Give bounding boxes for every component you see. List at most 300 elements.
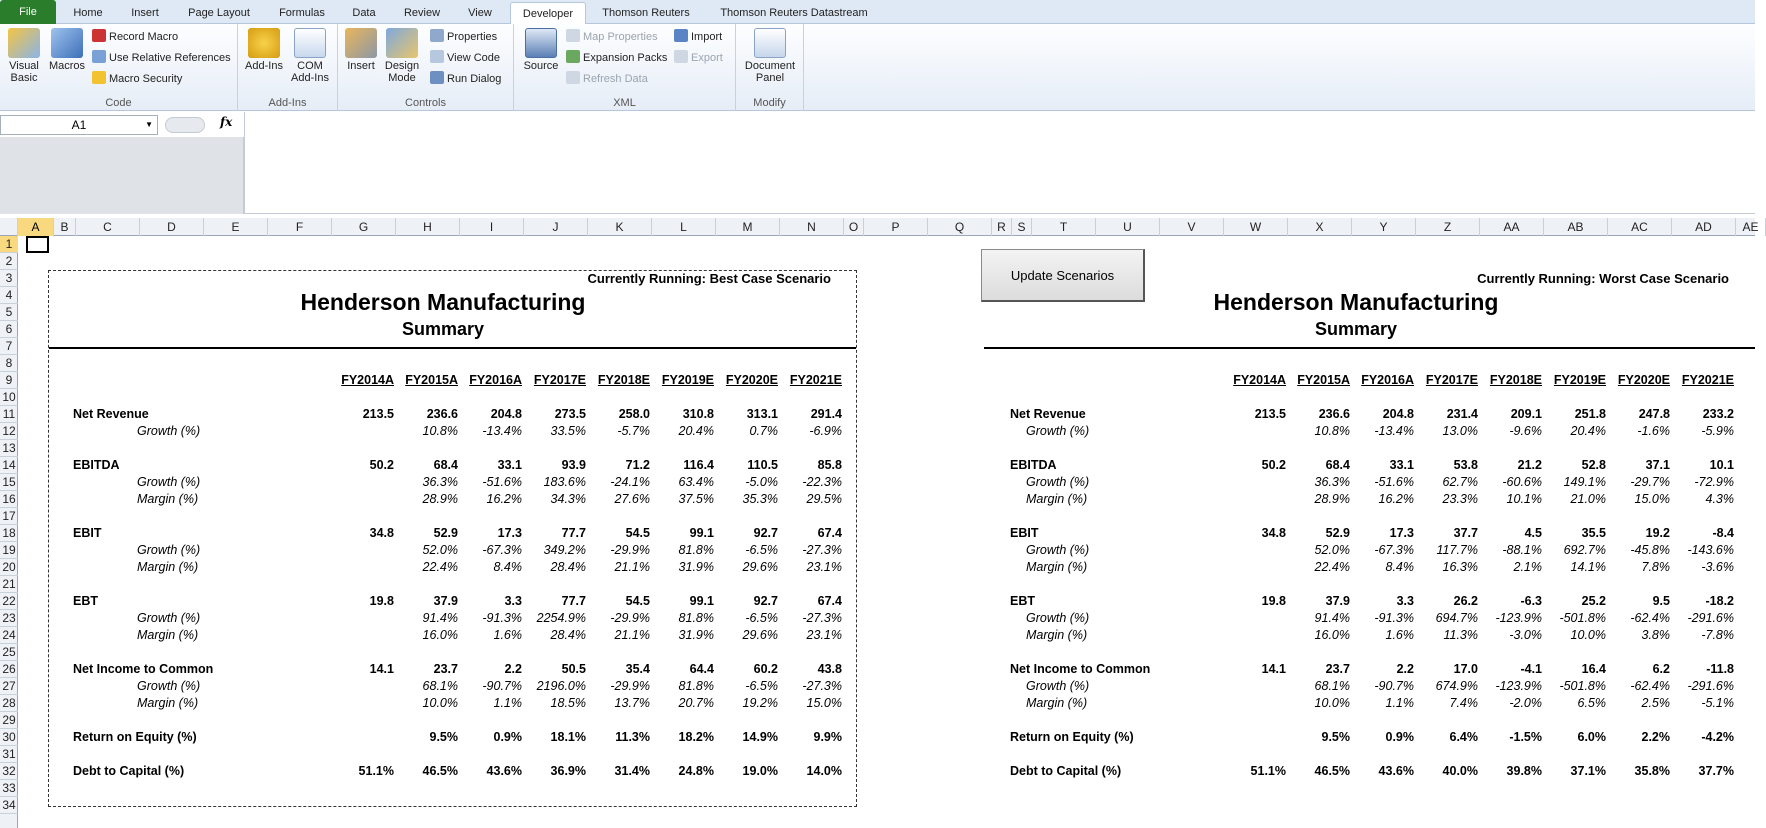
left-value-cell[interactable]: 258.0 <box>618 407 650 421</box>
right-value-cell[interactable]: -291.6% <box>1687 611 1734 625</box>
row-header[interactable]: 32 <box>0 763 18 780</box>
right-value-cell[interactable]: 21.0% <box>1570 492 1606 506</box>
column-header[interactable]: W <box>1224 218 1288 236</box>
right-value-cell[interactable]: 10.1% <box>1506 492 1542 506</box>
row-header[interactable]: 21 <box>0 576 18 593</box>
left-value-cell[interactable]: -6.5% <box>745 611 778 625</box>
left-value-cell[interactable]: 92.7 <box>753 526 778 540</box>
left-value-cell[interactable]: -5.0% <box>745 475 778 489</box>
left-value-cell[interactable]: 23.1% <box>806 560 842 574</box>
row-header[interactable]: 10 <box>0 389 18 406</box>
right-value-cell[interactable]: 233.2 <box>1702 407 1734 421</box>
left-value-cell[interactable]: 2196.0% <box>536 679 586 693</box>
tab-home[interactable]: Home <box>73 7 103 19</box>
right-value-cell[interactable]: -51.6% <box>1374 475 1414 489</box>
left-value-cell[interactable]: 93.9 <box>561 458 586 472</box>
right-value-cell[interactable]: 19.8 <box>1261 594 1286 608</box>
right-value-cell[interactable]: -88.1% <box>1502 543 1542 557</box>
left-value-cell[interactable]: -22.3% <box>802 475 842 489</box>
left-value-cell[interactable]: -91.3% <box>482 611 522 625</box>
select-all-corner[interactable] <box>0 218 18 236</box>
column-header[interactable]: X <box>1288 218 1352 236</box>
row-header[interactable]: 27 <box>0 678 18 695</box>
right-value-cell[interactable]: 0.9% <box>1385 730 1414 744</box>
source-button[interactable] <box>522 28 560 72</box>
right-value-cell[interactable]: 37.9 <box>1325 594 1350 608</box>
right-value-cell[interactable]: 247.8 <box>1638 407 1670 421</box>
column-header[interactable]: J <box>524 218 588 236</box>
left-value-cell[interactable]: 29.5% <box>806 492 842 506</box>
right-value-cell[interactable]: 231.4 <box>1446 407 1478 421</box>
right-value-cell[interactable]: 22.4% <box>1314 560 1350 574</box>
left-value-cell[interactable]: 50.2 <box>369 458 394 472</box>
right-value-cell[interactable]: 7.8% <box>1641 560 1670 574</box>
left-value-cell[interactable]: 63.4% <box>678 475 714 489</box>
right-value-cell[interactable]: 23.3% <box>1442 492 1478 506</box>
left-value-cell[interactable]: 19.8 <box>369 594 394 608</box>
right-value-cell[interactable]: 2.2 <box>1396 662 1414 676</box>
right-value-cell[interactable]: -143.6% <box>1687 543 1734 557</box>
column-header[interactable]: M <box>716 218 780 236</box>
left-value-cell[interactable]: 31.9% <box>678 560 714 574</box>
left-value-cell[interactable]: 85.8 <box>817 458 842 472</box>
left-value-cell[interactable]: 28.9% <box>422 492 458 506</box>
left-value-cell[interactable]: -51.6% <box>482 475 522 489</box>
right-value-cell[interactable]: 52.9 <box>1325 526 1350 540</box>
left-value-cell[interactable]: 0.9% <box>493 730 522 744</box>
left-value-cell[interactable]: 67.4 <box>817 594 842 608</box>
right-value-cell[interactable]: 10.0% <box>1570 628 1606 642</box>
left-value-cell[interactable]: 50.5 <box>561 662 586 676</box>
row-header[interactable]: 33 <box>0 780 18 797</box>
row-header[interactable]: 9 <box>0 372 18 389</box>
left-value-cell[interactable]: 14.0% <box>806 764 842 778</box>
row-header[interactable]: 2 <box>0 253 18 270</box>
right-value-cell[interactable]: 10.1 <box>1709 458 1734 472</box>
tab-data[interactable]: Data <box>352 7 376 19</box>
left-value-cell[interactable]: 16.0% <box>422 628 458 642</box>
left-value-cell[interactable]: 34.3% <box>550 492 586 506</box>
update-scenarios-button[interactable]: Update Scenarios <box>981 249 1145 302</box>
column-header[interactable]: Q <box>928 218 992 236</box>
formula-expand-icon[interactable] <box>165 117 205 133</box>
right-value-cell[interactable]: 62.7% <box>1442 475 1478 489</box>
right-value-cell[interactable]: 43.6% <box>1378 764 1414 778</box>
left-value-cell[interactable]: -27.3% <box>802 679 842 693</box>
left-value-cell[interactable]: 77.7 <box>561 594 586 608</box>
left-value-cell[interactable]: -27.3% <box>802 611 842 625</box>
column-header[interactable]: P <box>864 218 928 236</box>
left-value-cell[interactable]: 20.4% <box>678 424 714 438</box>
left-value-cell[interactable]: -27.3% <box>802 543 842 557</box>
left-value-cell[interactable]: 15.0% <box>806 696 842 710</box>
row-header[interactable]: 28 <box>0 695 18 712</box>
tab-developer[interactable]: Developer <box>510 2 586 25</box>
right-value-cell[interactable]: 51.1% <box>1250 764 1286 778</box>
right-value-cell[interactable]: 2.5% <box>1641 696 1670 710</box>
left-value-cell[interactable]: 3.3 <box>504 594 522 608</box>
right-value-cell[interactable]: 53.8 <box>1453 458 1478 472</box>
left-value-cell[interactable]: 43.6% <box>486 764 522 778</box>
left-value-cell[interactable]: 20.7% <box>678 696 714 710</box>
import-button[interactable] <box>674 28 722 46</box>
row-header[interactable]: 34 <box>0 797 18 814</box>
column-header[interactable]: O <box>844 218 864 236</box>
right-value-cell[interactable]: 50.2 <box>1261 458 1286 472</box>
tab-thomson-reuters[interactable]: Thomson Reuters <box>602 7 690 19</box>
left-value-cell[interactable]: 8.4% <box>493 560 522 574</box>
right-value-cell[interactable]: -45.8% <box>1630 543 1670 557</box>
right-value-cell[interactable]: 36.3% <box>1314 475 1350 489</box>
row-header[interactable]: 12 <box>0 423 18 440</box>
tab-insert[interactable]: Insert <box>131 7 159 19</box>
left-value-cell[interactable]: 24.8% <box>678 764 714 778</box>
right-value-cell[interactable]: 117.7% <box>1436 543 1478 557</box>
visual-basic-button[interactable] <box>4 28 44 84</box>
right-value-cell[interactable]: 6.5% <box>1577 696 1606 710</box>
left-value-cell[interactable]: -29.9% <box>610 611 650 625</box>
right-value-cell[interactable]: 28.9% <box>1314 492 1350 506</box>
right-value-cell[interactable]: 6.2 <box>1652 662 1670 676</box>
right-value-cell[interactable]: -29.7% <box>1630 475 1670 489</box>
active-cell-selection[interactable] <box>26 236 49 253</box>
right-value-cell[interactable]: 15.0% <box>1634 492 1670 506</box>
right-value-cell[interactable]: -9.6% <box>1509 424 1542 438</box>
right-value-cell[interactable]: 40.0% <box>1442 764 1478 778</box>
left-value-cell[interactable]: 19.0% <box>742 764 778 778</box>
column-header[interactable]: V <box>1160 218 1224 236</box>
view-code-button[interactable] <box>430 49 500 67</box>
right-value-cell[interactable]: 21.2 <box>1517 458 1542 472</box>
tab-review[interactable]: Review <box>403 7 441 19</box>
column-header[interactable]: H <box>396 218 460 236</box>
left-value-cell[interactable]: -67.3% <box>482 543 522 557</box>
left-value-cell[interactable]: 60.2 <box>753 662 778 676</box>
left-value-cell[interactable]: 77.7 <box>561 526 586 540</box>
left-value-cell[interactable]: 54.5 <box>625 594 650 608</box>
left-value-cell[interactable]: 213.5 <box>362 407 394 421</box>
right-value-cell[interactable]: 68.4 <box>1325 458 1350 472</box>
left-value-cell[interactable]: -90.7% <box>482 679 522 693</box>
name-box[interactable] <box>0 115 158 135</box>
right-value-cell[interactable]: -2.0% <box>1509 696 1542 710</box>
right-value-cell[interactable]: -62.4% <box>1630 679 1670 693</box>
right-value-cell[interactable]: 16.4 <box>1581 662 1606 676</box>
left-value-cell[interactable]: 349.2% <box>543 543 586 557</box>
tab-thomson-reuters-datastream[interactable]: Thomson Reuters Datastream <box>720 7 868 19</box>
row-header[interactable]: 5 <box>0 304 18 321</box>
chevron-down-icon[interactable]: ▼ <box>145 120 153 129</box>
right-value-cell[interactable]: 20.4% <box>1570 424 1606 438</box>
left-value-cell[interactable]: 16.2% <box>486 492 522 506</box>
tab-file[interactable]: File <box>0 0 56 24</box>
right-value-cell[interactable]: -72.9% <box>1694 475 1734 489</box>
right-value-cell[interactable]: -11.8 <box>1706 662 1734 676</box>
left-value-cell[interactable]: 18.2% <box>678 730 714 744</box>
left-value-cell[interactable]: 29.6% <box>742 628 778 642</box>
right-value-cell[interactable]: 16.2% <box>1378 492 1414 506</box>
column-header[interactable]: G <box>332 218 396 236</box>
left-value-cell[interactable]: 31.9% <box>678 628 714 642</box>
right-value-cell[interactable]: 1.1% <box>1385 696 1414 710</box>
column-header[interactable]: I <box>460 218 524 236</box>
row-header[interactable]: 1 <box>0 236 18 253</box>
right-value-cell[interactable]: -6.3 <box>1520 594 1542 608</box>
row-header[interactable]: 11 <box>0 406 18 423</box>
right-value-cell[interactable]: 4.3% <box>1705 492 1734 506</box>
right-value-cell[interactable]: 209.1 <box>1510 407 1542 421</box>
macro-security-button[interactable] <box>92 70 182 88</box>
right-value-cell[interactable]: 17.3 <box>1389 526 1414 540</box>
left-value-cell[interactable]: 14.9% <box>742 730 778 744</box>
right-value-cell[interactable]: -501.8% <box>1559 679 1606 693</box>
right-value-cell[interactable]: 3.8% <box>1641 628 1670 642</box>
row-header[interactable]: 7 <box>0 338 18 355</box>
left-value-cell[interactable]: 9.5% <box>429 730 458 744</box>
left-value-cell[interactable]: 110.5 <box>747 458 778 472</box>
left-value-cell[interactable]: 22.4% <box>422 560 458 574</box>
right-value-cell[interactable]: 52.0% <box>1314 543 1350 557</box>
right-value-cell[interactable]: 26.2 <box>1453 594 1478 608</box>
left-value-cell[interactable]: 21.1% <box>614 560 650 574</box>
right-value-cell[interactable]: 2.1% <box>1513 560 1542 574</box>
right-value-cell[interactable]: 14.1% <box>1570 560 1606 574</box>
left-value-cell[interactable]: 17.3 <box>497 526 522 540</box>
right-value-cell[interactable]: 33.1 <box>1389 458 1414 472</box>
right-value-cell[interactable]: 11.3% <box>1443 628 1478 642</box>
left-value-cell[interactable]: 0.7% <box>749 424 778 438</box>
left-value-cell[interactable]: 116.4 <box>683 458 714 472</box>
column-header[interactable]: Z <box>1416 218 1480 236</box>
column-header[interactable]: E <box>204 218 268 236</box>
left-value-cell[interactable]: 23.1% <box>806 628 842 642</box>
right-value-cell[interactable]: 25.2 <box>1581 594 1606 608</box>
right-value-cell[interactable]: -60.6% <box>1502 475 1542 489</box>
left-value-cell[interactable]: 91.4% <box>422 611 458 625</box>
left-value-cell[interactable]: 37.9 <box>433 594 458 608</box>
right-value-cell[interactable]: 35.8% <box>1634 764 1670 778</box>
left-value-cell[interactable]: 310.8 <box>682 407 714 421</box>
right-value-cell[interactable]: -5.9% <box>1701 424 1734 438</box>
left-value-cell[interactable]: 52.9 <box>433 526 458 540</box>
column-header[interactable]: K <box>588 218 652 236</box>
right-value-cell[interactable]: -123.9% <box>1495 679 1542 693</box>
com-add-ins-button[interactable] <box>288 28 332 84</box>
row-header[interactable]: 25 <box>0 644 18 661</box>
right-value-cell[interactable]: -291.6% <box>1687 679 1734 693</box>
left-value-cell[interactable]: 19.2% <box>742 696 778 710</box>
right-value-cell[interactable]: 7.4% <box>1449 696 1478 710</box>
row-header[interactable]: 19 <box>0 542 18 559</box>
left-value-cell[interactable]: -6.5% <box>745 679 778 693</box>
formula-input[interactable] <box>244 112 1755 214</box>
left-value-cell[interactable]: 37.5% <box>678 492 714 506</box>
right-value-cell[interactable]: 694.7% <box>1435 611 1478 625</box>
column-header[interactable]: D <box>140 218 204 236</box>
row-header[interactable]: 16 <box>0 491 18 508</box>
left-value-cell[interactable]: 33.1 <box>497 458 522 472</box>
right-value-cell[interactable]: 10.0% <box>1314 696 1350 710</box>
left-value-cell[interactable]: 99.1 <box>689 594 714 608</box>
left-value-cell[interactable]: 81.8% <box>678 611 714 625</box>
left-value-cell[interactable]: 313.1 <box>746 407 778 421</box>
left-value-cell[interactable]: 52.0% <box>422 543 458 557</box>
right-value-cell[interactable]: -3.0% <box>1509 628 1542 642</box>
left-value-cell[interactable]: 81.8% <box>678 679 714 693</box>
left-value-cell[interactable]: 34.8 <box>369 526 394 540</box>
left-value-cell[interactable]: 23.7 <box>433 662 458 676</box>
left-value-cell[interactable]: 36.3% <box>422 475 458 489</box>
row-header[interactable]: 14 <box>0 457 18 474</box>
refresh-data-button[interactable] <box>566 70 648 88</box>
column-header[interactable]: Y <box>1352 218 1416 236</box>
right-value-cell[interactable]: 34.8 <box>1261 526 1286 540</box>
left-value-cell[interactable]: 92.7 <box>753 594 778 608</box>
left-value-cell[interactable]: 29.6% <box>742 560 778 574</box>
right-value-cell[interactable]: 9.5% <box>1321 730 1350 744</box>
left-value-cell[interactable]: 18.5% <box>550 696 586 710</box>
right-value-cell[interactable]: 91.4% <box>1314 611 1350 625</box>
column-header[interactable]: AB <box>1544 218 1608 236</box>
add-ins-button[interactable] <box>244 28 284 72</box>
left-value-cell[interactable]: 2.2 <box>504 662 522 676</box>
row-header[interactable]: 23 <box>0 610 18 627</box>
right-value-cell[interactable]: 8.4% <box>1385 560 1414 574</box>
right-value-cell[interactable]: 37.7 <box>1453 526 1478 540</box>
column-header[interactable]: U <box>1096 218 1160 236</box>
row-header[interactable]: 4 <box>0 287 18 304</box>
right-value-cell[interactable]: 23.7 <box>1325 662 1350 676</box>
right-value-cell[interactable]: 204.8 <box>1382 407 1414 421</box>
row-header[interactable]: 15 <box>0 474 18 491</box>
right-value-cell[interactable]: -13.4% <box>1374 424 1414 438</box>
right-value-cell[interactable]: 68.1% <box>1314 679 1350 693</box>
right-value-cell[interactable]: -123.9% <box>1495 611 1542 625</box>
left-value-cell[interactable]: 99.1 <box>689 526 714 540</box>
left-value-cell[interactable]: 46.5% <box>422 764 458 778</box>
left-value-cell[interactable]: 35.4 <box>625 662 650 676</box>
left-value-cell[interactable]: 36.9% <box>550 764 586 778</box>
right-value-cell[interactable]: -90.7% <box>1374 679 1414 693</box>
left-value-cell[interactable]: -5.7% <box>617 424 650 438</box>
right-value-cell[interactable]: 1.6% <box>1385 628 1414 642</box>
tab-formulas[interactable]: Formulas <box>279 7 325 19</box>
left-value-cell[interactable]: 68.4 <box>433 458 458 472</box>
row-header[interactable]: 3 <box>0 270 18 287</box>
left-value-cell[interactable]: 27.6% <box>614 492 650 506</box>
left-value-cell[interactable]: 54.5 <box>625 526 650 540</box>
left-value-cell[interactable]: -29.9% <box>610 543 650 557</box>
row-header[interactable]: 30 <box>0 729 18 746</box>
document-panel-button[interactable] <box>740 28 800 84</box>
right-value-cell[interactable]: 17.0 <box>1453 662 1478 676</box>
left-value-cell[interactable]: -13.4% <box>482 424 522 438</box>
row-header[interactable]: 22 <box>0 593 18 610</box>
right-value-cell[interactable]: -18.2 <box>1705 594 1734 608</box>
left-value-cell[interactable]: 1.6% <box>493 628 522 642</box>
column-header[interactable]: L <box>652 218 716 236</box>
left-value-cell[interactable]: 64.4 <box>689 662 714 676</box>
row-header[interactable]: 24 <box>0 627 18 644</box>
right-value-cell[interactable]: 3.3 <box>1396 594 1414 608</box>
right-value-cell[interactable]: -4.1 <box>1520 662 1542 676</box>
left-value-cell[interactable]: 81.8% <box>678 543 714 557</box>
right-value-cell[interactable]: 6.0% <box>1577 730 1606 744</box>
left-value-cell[interactable]: 291.4 <box>810 407 842 421</box>
left-value-cell[interactable]: 1.1% <box>493 696 522 710</box>
left-value-cell[interactable]: 68.1% <box>422 679 458 693</box>
column-header[interactable]: S <box>1012 218 1032 236</box>
right-value-cell[interactable]: 10.8% <box>1314 424 1350 438</box>
left-value-cell[interactable]: 236.6 <box>426 407 458 421</box>
run-dialog-button[interactable] <box>430 70 501 88</box>
row-header[interactable]: 18 <box>0 525 18 542</box>
left-value-cell[interactable]: 10.0% <box>422 696 458 710</box>
right-value-cell[interactable]: 4.5 <box>1524 526 1542 540</box>
right-value-cell[interactable]: 2.2% <box>1641 730 1670 744</box>
properties-button[interactable] <box>430 28 497 46</box>
right-value-cell[interactable]: -91.3% <box>1374 611 1414 625</box>
right-value-cell[interactable]: -67.3% <box>1374 543 1414 557</box>
right-value-cell[interactable]: -5.1% <box>1701 696 1734 710</box>
left-value-cell[interactable]: 10.8% <box>422 424 458 438</box>
right-value-cell[interactable]: 52.8 <box>1581 458 1606 472</box>
row-header[interactable]: 8 <box>0 355 18 372</box>
left-value-cell[interactable]: 43.8 <box>817 662 842 676</box>
left-value-cell[interactable]: 11.3% <box>615 730 650 744</box>
right-value-cell[interactable]: -1.5% <box>1509 730 1542 744</box>
right-value-cell[interactable]: 16.3% <box>1442 560 1478 574</box>
left-value-cell[interactable]: 273.5 <box>554 407 586 421</box>
left-value-cell[interactable]: 51.1% <box>358 764 394 778</box>
export-button[interactable] <box>674 49 723 67</box>
right-value-cell[interactable]: 9.5 <box>1652 594 1670 608</box>
left-value-cell[interactable]: -24.1% <box>610 475 650 489</box>
left-value-cell[interactable]: 183.6% <box>543 475 586 489</box>
relative-references-button[interactable] <box>92 49 231 67</box>
left-value-cell[interactable]: 28.4% <box>550 560 586 574</box>
column-header[interactable]: R <box>992 218 1012 236</box>
right-value-cell[interactable]: 37.1% <box>1570 764 1606 778</box>
column-header[interactable]: AA <box>1480 218 1544 236</box>
left-value-cell[interactable]: 13.7% <box>614 696 650 710</box>
right-value-cell[interactable]: 13.0% <box>1442 424 1478 438</box>
right-value-cell[interactable]: 46.5% <box>1314 764 1350 778</box>
left-value-cell[interactable]: 33.5% <box>550 424 586 438</box>
right-value-cell[interactable]: -8.4 <box>1712 526 1734 540</box>
right-value-cell[interactable]: 35.5 <box>1581 526 1606 540</box>
right-value-cell[interactable]: -1.6% <box>1637 424 1670 438</box>
right-value-cell[interactable]: -62.4% <box>1630 611 1670 625</box>
row-header[interactable]: 26 <box>0 661 18 678</box>
right-value-cell[interactable]: -4.2% <box>1701 730 1734 744</box>
design-mode-button[interactable] <box>382 28 422 84</box>
row-header[interactable]: 20 <box>0 559 18 576</box>
row-header[interactable]: 29 <box>0 712 18 729</box>
column-header[interactable]: AD <box>1672 218 1736 236</box>
row-header[interactable]: 31 <box>0 746 18 763</box>
expansion-packs-button[interactable] <box>566 49 667 67</box>
right-value-cell[interactable]: 6.4% <box>1449 730 1478 744</box>
left-value-cell[interactable]: 9.9% <box>813 730 842 744</box>
column-header[interactable]: B <box>54 218 76 236</box>
right-value-cell[interactable]: 149.1% <box>1563 475 1606 489</box>
left-value-cell[interactable]: 28.4% <box>550 628 586 642</box>
right-value-cell[interactable]: 692.7% <box>1563 543 1606 557</box>
column-header[interactable]: F <box>268 218 332 236</box>
left-value-cell[interactable]: 21.1% <box>614 628 650 642</box>
record-macro-button[interactable] <box>92 28 178 46</box>
